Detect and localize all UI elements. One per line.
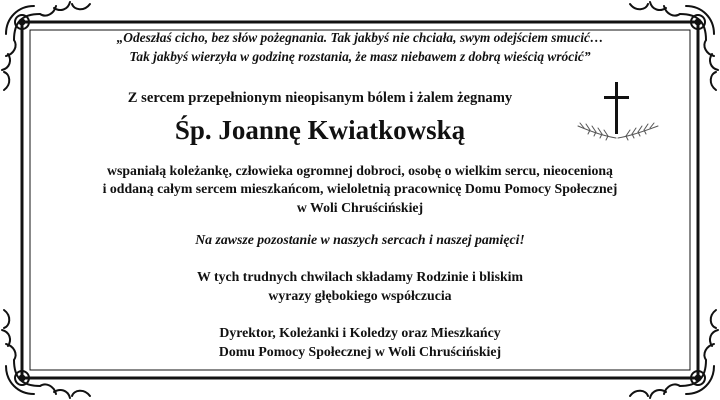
motto-line-2: Tak jakbyś wierzyła w godzinę rozstania, że masz niebawem z dobrą wieścią wrócić” xyxy=(129,49,591,64)
condolences-text xyxy=(60,268,660,305)
description-line-3: w Woli Chruścińskiej xyxy=(296,199,424,215)
signature-line-2: Domu Pomocy Społecznej w Woli Chruścińskiej xyxy=(218,343,502,359)
signature xyxy=(60,324,660,361)
motto-line-1: „Odeszłaś cicho, bez słów pożegnania. Tak jakbyś nie chciała, swym odejściem smucić… xyxy=(116,30,604,45)
memory-statement: Na zawsze pozostanie w naszych sercach i naszej pamięci! xyxy=(195,232,525,247)
description-line-1: wspaniałą koleżankę, człowieka ogromnej dobroci, osobę o wielkim sercu, nieocenioną xyxy=(107,163,613,178)
condolences-line-2: wyrazy głębokiego współczucia xyxy=(268,287,452,303)
description-line-2: i oddaną całym sercem mieszkańcom, wieloletnią pracownicę Domu Pomocy Społecznej xyxy=(102,181,618,197)
deceased-name: Śp. Joannę Kwiatkowską xyxy=(174,115,466,145)
motto-quote xyxy=(60,28,660,66)
farewell-intro: Z sercem przepełnionym nieopisanym bólem i żalem żegnamy xyxy=(127,90,513,106)
tribute-description xyxy=(60,162,660,217)
condolences-line-1: W tych trudnych chwilach składamy Rodzinie i bliskim xyxy=(197,269,523,284)
signature-line-1: Dyrektor, Koleżanki i Koledzy oraz Mieszkańcy xyxy=(219,325,501,340)
